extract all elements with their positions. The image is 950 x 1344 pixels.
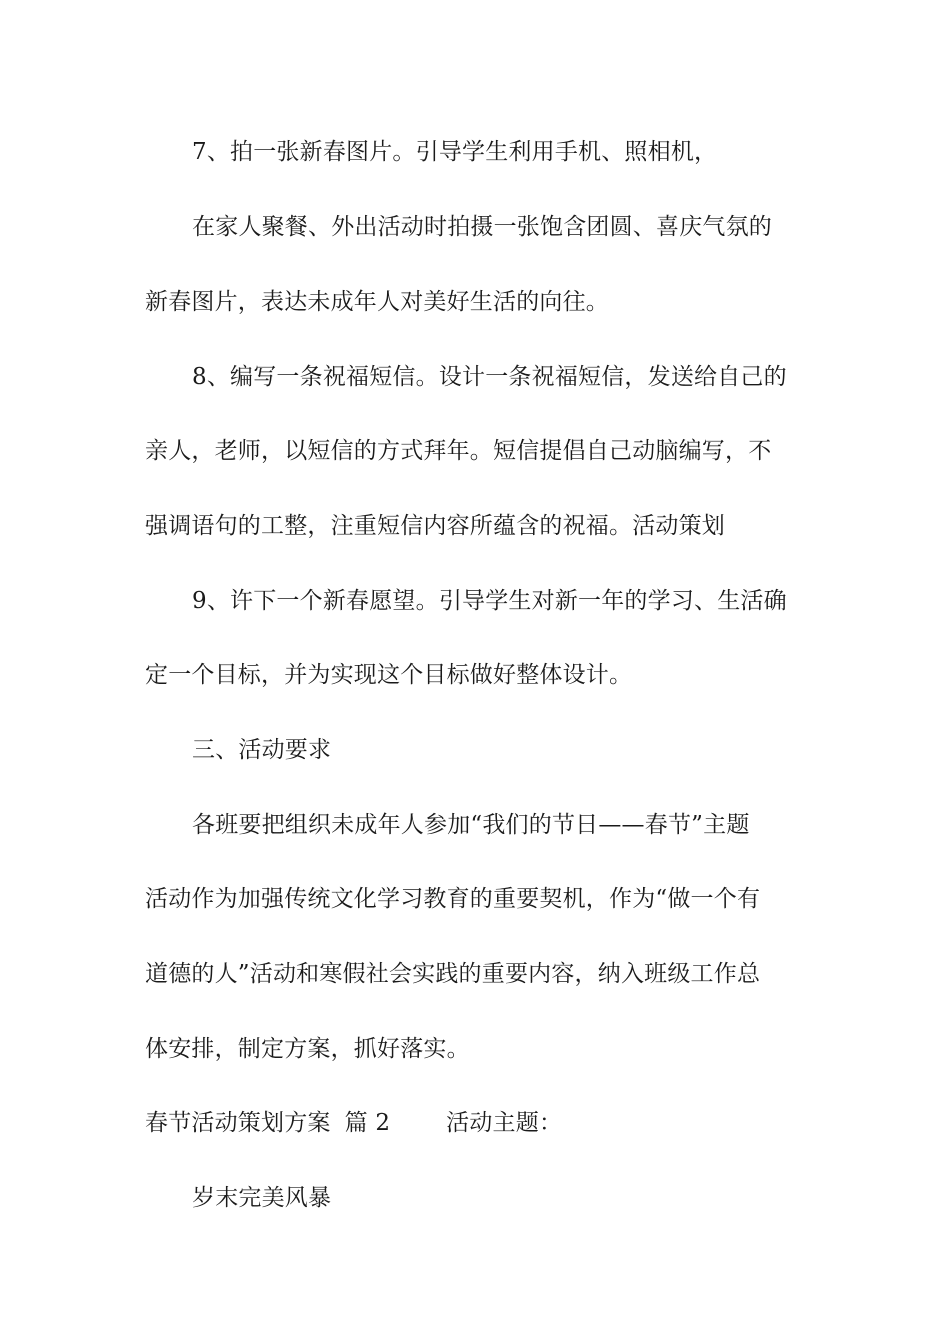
paragraph-line: 8、编写一条祝福短信。设计一条祝福短信，发送给自己的 (192, 364, 787, 390)
paragraph-line: 新春图片，表达未成年人对美好生活的向往。 (145, 289, 609, 315)
theme-label: 活动主题： (446, 1110, 563, 1136)
paragraph-line: 强调语句的工整，注重短信内容所蕴含的祝福。活动策划 (145, 513, 725, 539)
paragraph-line: 定一个目标，并为实现这个目标做好整体设计。 (145, 662, 633, 688)
paragraph-line: 体安排，制定方案，抓好落实。 (145, 1036, 470, 1062)
paragraph-line: 在家人聚餐、外出活动时拍摄一张饱含团圆、喜庆气氛的 (192, 214, 772, 240)
plan-part: 篇 2 (344, 1110, 391, 1136)
paragraph-line: 9、许下一个新春愿望。引导学生对新一年的学习、生活确 (192, 588, 787, 614)
paragraph-line: 道德的人”活动和寒假社会实践的重要内容，纳入班级工作总 (145, 961, 761, 987)
theme-value: 岁末完美风暴 (192, 1185, 332, 1211)
plan-title: 春节活动策划方案 (145, 1110, 331, 1136)
paragraph-line: 活动作为加强传统文化学习教育的重要契机，作为“做一个有 (145, 886, 761, 912)
paragraph-line: 7、拍一张新春图片。引导学生利用手机、照相机， (192, 139, 718, 165)
plan-heading (145, 1108, 825, 1138)
paragraph-line: 各班要把组织未成年人参加“我们的节日——春节”主题 (192, 812, 750, 838)
section-heading: 三、活动要求 (192, 737, 332, 763)
paragraph-line: 亲人，老师，以短信的方式拜年。短信提倡自己动脑编写，不 (145, 438, 772, 464)
